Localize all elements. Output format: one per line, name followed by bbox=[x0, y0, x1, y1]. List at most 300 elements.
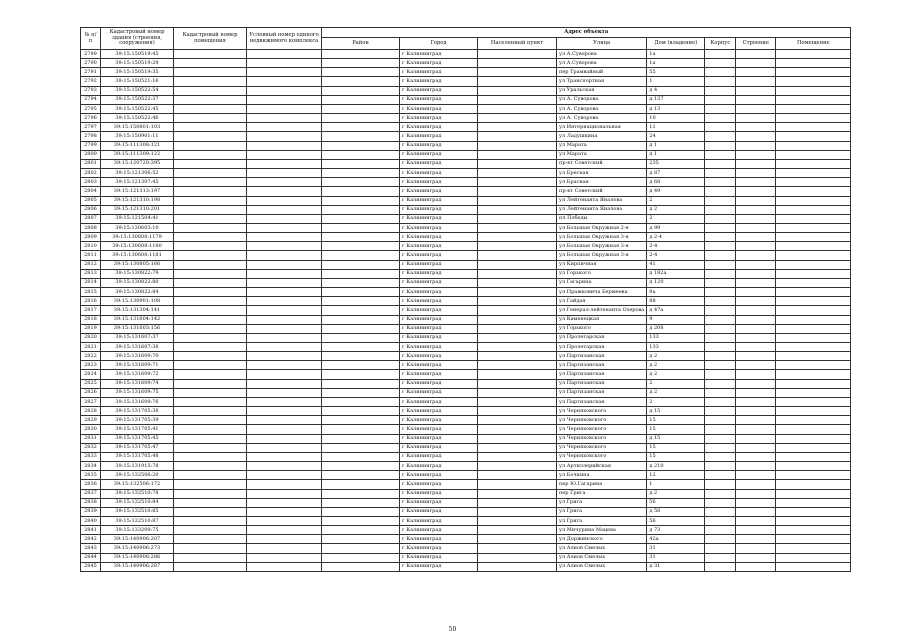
cell-street: ул Партизанская bbox=[557, 379, 647, 388]
cell-region bbox=[322, 333, 400, 342]
cell-region bbox=[322, 544, 400, 553]
cell-city: г Калининград bbox=[400, 114, 478, 123]
cell-block bbox=[705, 562, 736, 571]
cell-city: г Калининград bbox=[400, 333, 478, 342]
cell-cad-building: 39:15:150521:16 bbox=[101, 77, 174, 86]
cell-region bbox=[322, 315, 400, 324]
cell-street: ул Черняховского bbox=[557, 452, 647, 461]
header-locality: Населенный пункт bbox=[478, 38, 557, 50]
cell-street: ул Черняховского bbox=[557, 443, 647, 452]
cell-block bbox=[705, 370, 736, 379]
cell-house: 15 bbox=[647, 416, 705, 425]
cell-num: 2841 bbox=[81, 526, 101, 535]
cell-num: 2816 bbox=[81, 297, 101, 306]
cell-cond-complex bbox=[247, 498, 322, 507]
cell-locality bbox=[478, 562, 557, 571]
cell-structure bbox=[736, 260, 776, 269]
cell-block bbox=[705, 288, 736, 297]
cell-region bbox=[322, 95, 400, 104]
cell-num: 2789 bbox=[81, 50, 101, 59]
cell-city: г Калининград bbox=[400, 388, 478, 397]
cell-house: д 56 bbox=[647, 507, 705, 516]
cell-num: 2829 bbox=[81, 416, 101, 425]
cell-cad-room bbox=[174, 352, 247, 361]
table-row bbox=[81, 169, 851, 178]
cell-cond-complex bbox=[247, 516, 322, 525]
cell-city: г Калининград bbox=[400, 562, 478, 571]
cell-num: 2844 bbox=[81, 553, 101, 562]
cell-structure bbox=[736, 59, 776, 68]
header-house: Дом (владение) bbox=[647, 38, 705, 50]
header-room: Помещение bbox=[776, 38, 851, 50]
cell-cad-room bbox=[174, 104, 247, 113]
cell-cad-building: 39:15:131609:76 bbox=[101, 397, 174, 406]
cell-locality bbox=[478, 407, 557, 416]
cell-block bbox=[705, 416, 736, 425]
cell-street: ул Мичурина Мацева bbox=[557, 526, 647, 535]
cell-block bbox=[705, 388, 736, 397]
cell-cad-room bbox=[174, 452, 247, 461]
cell-cond-complex bbox=[247, 114, 322, 123]
cell-city: г Калининград bbox=[400, 288, 478, 297]
table-row bbox=[81, 388, 851, 397]
cell-house: д 2 bbox=[647, 370, 705, 379]
cell-cad-building: 39:15:133209:75 bbox=[101, 526, 174, 535]
cell-city: г Калининград bbox=[400, 434, 478, 443]
cell-room bbox=[776, 388, 851, 397]
cell-num: 2820 bbox=[81, 333, 101, 342]
cell-cond-complex bbox=[247, 434, 322, 443]
cell-cad-building: 39:15:131609:75 bbox=[101, 388, 174, 397]
cell-locality bbox=[478, 50, 557, 59]
cell-cond-complex bbox=[247, 242, 322, 251]
cell-house: д 137 bbox=[647, 95, 705, 104]
cell-block bbox=[705, 407, 736, 416]
cell-locality bbox=[478, 260, 557, 269]
cell-num: 2827 bbox=[81, 397, 101, 406]
cell-cad-building: 39:15:140906:207 bbox=[101, 535, 174, 544]
cell-locality bbox=[478, 443, 557, 452]
cell-room bbox=[776, 471, 851, 480]
cell-region bbox=[322, 498, 400, 507]
table-row bbox=[81, 397, 851, 406]
cell-cond-complex bbox=[247, 324, 322, 333]
cell-region bbox=[322, 516, 400, 525]
cell-cad-building: 39:15:140906:287 bbox=[101, 562, 174, 571]
cell-street: ул Большая Окружная 3-я bbox=[557, 233, 647, 242]
table-row bbox=[81, 471, 851, 480]
cell-num: 2795 bbox=[81, 104, 101, 113]
cell-room bbox=[776, 114, 851, 123]
cell-cond-complex bbox=[247, 553, 322, 562]
cell-street: ул Алиов Смелых bbox=[557, 553, 647, 562]
cell-cad-room bbox=[174, 242, 247, 251]
cell-cad-building: 39:15:111308:121 bbox=[101, 141, 174, 150]
cell-structure bbox=[736, 462, 776, 471]
cell-structure bbox=[736, 553, 776, 562]
cell-block bbox=[705, 68, 736, 77]
cell-cond-complex bbox=[247, 251, 322, 260]
cell-locality bbox=[478, 205, 557, 214]
cell-room bbox=[776, 416, 851, 425]
table-row bbox=[81, 114, 851, 123]
cell-cad-room bbox=[174, 95, 247, 104]
cell-room bbox=[776, 169, 851, 178]
cell-block bbox=[705, 169, 736, 178]
cell-street: ул Ладушкина bbox=[557, 132, 647, 141]
cell-cad-building: 39:15:121307:45 bbox=[101, 178, 174, 187]
table-row bbox=[81, 306, 851, 315]
cell-structure bbox=[736, 498, 776, 507]
cell-cad-room bbox=[174, 141, 247, 150]
cell-cad-building: 39:15:131705:38 bbox=[101, 407, 174, 416]
cell-house: 235 bbox=[647, 159, 705, 168]
cell-num: 2839 bbox=[81, 507, 101, 516]
cell-cad-room bbox=[174, 480, 247, 489]
cell-block bbox=[705, 205, 736, 214]
cell-region bbox=[322, 86, 400, 95]
cell-structure bbox=[736, 77, 776, 86]
table-row bbox=[81, 123, 851, 132]
cell-room bbox=[776, 214, 851, 223]
cell-region bbox=[322, 260, 400, 269]
cell-cad-building: 39:15:130822:80 bbox=[101, 278, 174, 287]
cell-cad-room bbox=[174, 416, 247, 425]
cell-cad-room bbox=[174, 233, 247, 242]
cell-street: пр-кт Советский bbox=[557, 187, 647, 196]
cell-cad-room bbox=[174, 379, 247, 388]
cell-city: г Калининград bbox=[400, 59, 478, 68]
cell-region bbox=[322, 553, 400, 562]
cell-house: д 15 bbox=[647, 407, 705, 416]
table-row bbox=[81, 370, 851, 379]
cell-house: 2-4 bbox=[647, 251, 705, 260]
cell-cad-room bbox=[174, 77, 247, 86]
cell-locality bbox=[478, 553, 557, 562]
cell-cad-building: 39:15:150522:45 bbox=[101, 104, 174, 113]
cell-city: г Калининград bbox=[400, 123, 478, 132]
cell-locality bbox=[478, 462, 557, 471]
cell-house: д 2 bbox=[647, 489, 705, 498]
cell-city: г Калининград bbox=[400, 370, 478, 379]
cell-locality bbox=[478, 159, 557, 168]
cell-city: г Калининград bbox=[400, 471, 478, 480]
cell-street: ул Черняховского bbox=[557, 425, 647, 434]
cell-num: 2825 bbox=[81, 379, 101, 388]
cell-block bbox=[705, 462, 736, 471]
cell-structure bbox=[736, 223, 776, 232]
cell-room bbox=[776, 187, 851, 196]
cell-region bbox=[322, 471, 400, 480]
cell-cond-complex bbox=[247, 214, 322, 223]
cell-cad-room bbox=[174, 169, 247, 178]
cell-structure bbox=[736, 425, 776, 434]
cell-locality bbox=[478, 370, 557, 379]
cell-cond-complex bbox=[247, 333, 322, 342]
cell-street: ул Партизанская bbox=[557, 361, 647, 370]
cell-locality bbox=[478, 324, 557, 333]
cell-room bbox=[776, 288, 851, 297]
cell-city: г Калининград bbox=[400, 452, 478, 461]
cell-cond-complex bbox=[247, 297, 322, 306]
cell-structure bbox=[736, 452, 776, 461]
cell-house: д 47а bbox=[647, 306, 705, 315]
cell-cond-complex bbox=[247, 407, 322, 416]
cell-house: д 1 bbox=[647, 150, 705, 159]
cell-cad-building: 39:15:121306:52 bbox=[101, 169, 174, 178]
header-num: № п/п bbox=[81, 28, 101, 50]
cell-region bbox=[322, 150, 400, 159]
cell-cad-room bbox=[174, 315, 247, 324]
cell-city: г Калининград bbox=[400, 443, 478, 452]
cell-city: г Калининград bbox=[400, 498, 478, 507]
cell-num: 2799 bbox=[81, 141, 101, 150]
table-row bbox=[81, 187, 851, 196]
cell-street: ул Черняховского bbox=[557, 416, 647, 425]
cell-region bbox=[322, 269, 400, 278]
cell-region bbox=[322, 425, 400, 434]
header-city: Город bbox=[400, 38, 478, 50]
cell-region bbox=[322, 159, 400, 168]
cell-block bbox=[705, 278, 736, 287]
table-row bbox=[81, 50, 851, 59]
cell-room bbox=[776, 480, 851, 489]
cell-house: 133 bbox=[647, 343, 705, 352]
cell-city: г Калининград bbox=[400, 242, 478, 251]
cell-region bbox=[322, 297, 400, 306]
cell-cond-complex bbox=[247, 544, 322, 553]
cell-locality bbox=[478, 471, 557, 480]
table-row bbox=[81, 507, 851, 516]
cell-cad-room bbox=[174, 544, 247, 553]
cell-region bbox=[322, 324, 400, 333]
cell-cond-complex bbox=[247, 269, 322, 278]
cell-city: г Калининград bbox=[400, 50, 478, 59]
cell-num: 2807 bbox=[81, 214, 101, 223]
cell-cond-complex bbox=[247, 205, 322, 214]
table-row bbox=[81, 68, 851, 77]
cell-room bbox=[776, 507, 851, 516]
cell-region bbox=[322, 187, 400, 196]
cell-structure bbox=[736, 95, 776, 104]
cell-city: г Калининград bbox=[400, 553, 478, 562]
cell-structure bbox=[736, 407, 776, 416]
cell-num: 2822 bbox=[81, 352, 101, 361]
table-row bbox=[81, 77, 851, 86]
cell-cad-building: 39:15:132510:78 bbox=[101, 489, 174, 498]
table-row bbox=[81, 516, 851, 525]
cell-region bbox=[322, 223, 400, 232]
cell-num: 2805 bbox=[81, 196, 101, 205]
cell-cad-room bbox=[174, 214, 247, 223]
cell-room bbox=[776, 260, 851, 269]
cell-cad-building: 39:15:131607:38 bbox=[101, 343, 174, 352]
cell-cad-building: 39:15:132506:20 bbox=[101, 471, 174, 480]
cell-street: ул Каменецкая bbox=[557, 315, 647, 324]
cell-cad-room bbox=[174, 269, 247, 278]
cell-region bbox=[322, 562, 400, 571]
cell-cad-building: 39:15:131304:141 bbox=[101, 306, 174, 315]
cell-structure bbox=[736, 205, 776, 214]
cell-num: 2828 bbox=[81, 407, 101, 416]
cell-room bbox=[776, 361, 851, 370]
cell-block bbox=[705, 315, 736, 324]
cell-region bbox=[322, 343, 400, 352]
cell-street: ул Грига bbox=[557, 507, 647, 516]
cell-locality bbox=[478, 77, 557, 86]
cell-num: 2823 bbox=[81, 361, 101, 370]
header-address: Адрес объекта bbox=[322, 28, 851, 38]
cell-house: д 31 bbox=[647, 562, 705, 571]
cell-cad-building: 39:15:130822:84 bbox=[101, 288, 174, 297]
cell-block bbox=[705, 242, 736, 251]
cell-num: 2836 bbox=[81, 480, 101, 489]
cell-room bbox=[776, 324, 851, 333]
cell-cad-room bbox=[174, 196, 247, 205]
cell-locality bbox=[478, 434, 557, 443]
table-row bbox=[81, 434, 851, 443]
cell-region bbox=[322, 77, 400, 86]
cell-locality bbox=[478, 315, 557, 324]
cell-num: 2817 bbox=[81, 306, 101, 315]
cell-region bbox=[322, 50, 400, 59]
cell-block bbox=[705, 434, 736, 443]
cell-cad-room bbox=[174, 535, 247, 544]
cell-block bbox=[705, 553, 736, 562]
table-row bbox=[81, 159, 851, 168]
cell-num: 2819 bbox=[81, 324, 101, 333]
cell-locality bbox=[478, 187, 557, 196]
cell-room bbox=[776, 397, 851, 406]
cell-city: г Калининград bbox=[400, 233, 478, 242]
cell-locality bbox=[478, 343, 557, 352]
cell-region bbox=[322, 169, 400, 178]
cell-structure bbox=[736, 379, 776, 388]
page-number: 50 bbox=[448, 626, 457, 633]
cell-city: г Калининград bbox=[400, 205, 478, 214]
cell-street: ул Марата bbox=[557, 141, 647, 150]
cell-cond-complex bbox=[247, 388, 322, 397]
cell-num: 2842 bbox=[81, 535, 101, 544]
cell-locality bbox=[478, 132, 557, 141]
table-row bbox=[81, 343, 851, 352]
cell-room bbox=[776, 223, 851, 232]
cell-cad-room bbox=[174, 178, 247, 187]
cell-city: г Калининград bbox=[400, 407, 478, 416]
cell-structure bbox=[736, 397, 776, 406]
cell-cad-building: 39:15:130608:1179 bbox=[101, 233, 174, 242]
cell-street: ул Горького bbox=[557, 269, 647, 278]
cell-locality bbox=[478, 68, 557, 77]
cell-structure bbox=[736, 416, 776, 425]
cell-structure bbox=[736, 132, 776, 141]
cell-block bbox=[705, 297, 736, 306]
cell-cond-complex bbox=[247, 223, 322, 232]
cell-block bbox=[705, 535, 736, 544]
cell-cad-building: 39:15:111309:122 bbox=[101, 150, 174, 159]
cell-city: г Калининград bbox=[400, 260, 478, 269]
cell-locality bbox=[478, 86, 557, 95]
cell-cond-complex bbox=[247, 443, 322, 452]
cell-cad-room bbox=[174, 516, 247, 525]
cell-locality bbox=[478, 388, 557, 397]
cell-room bbox=[776, 242, 851, 251]
cell-room bbox=[776, 178, 851, 187]
cell-block bbox=[705, 452, 736, 461]
cell-street: ул Генерал-лейтенанта Озерова bbox=[557, 306, 647, 315]
cell-house: д 1 bbox=[647, 141, 705, 150]
cell-num: 2835 bbox=[81, 471, 101, 480]
cell-city: г Калининград bbox=[400, 68, 478, 77]
cell-house: 41 bbox=[647, 260, 705, 269]
cell-region bbox=[322, 68, 400, 77]
cell-room bbox=[776, 233, 851, 242]
cell-cond-complex bbox=[247, 169, 322, 178]
table-row bbox=[81, 333, 851, 342]
cell-street: ул А.Суворова bbox=[557, 50, 647, 59]
cell-cond-complex bbox=[247, 50, 322, 59]
cell-cad-room bbox=[174, 462, 247, 471]
cell-cad-room bbox=[174, 306, 247, 315]
cell-room bbox=[776, 343, 851, 352]
cell-house: д 4 bbox=[647, 86, 705, 95]
cell-region bbox=[322, 233, 400, 242]
cell-room bbox=[776, 132, 851, 141]
cell-cad-building: 39:15:150519:45 bbox=[101, 50, 174, 59]
cell-num: 2811 bbox=[81, 251, 101, 260]
cell-region bbox=[322, 489, 400, 498]
registry-table bbox=[80, 27, 851, 572]
cell-cad-building: 39:15:130901:108 bbox=[101, 297, 174, 306]
cell-region bbox=[322, 443, 400, 452]
cell-cond-complex bbox=[247, 425, 322, 434]
cell-cad-room bbox=[174, 443, 247, 452]
cell-block bbox=[705, 196, 736, 205]
cell-house: д 210 bbox=[647, 462, 705, 471]
cell-num: 2801 bbox=[81, 159, 101, 168]
table-row bbox=[81, 452, 851, 461]
cell-city: г Калининград bbox=[400, 77, 478, 86]
cell-house: 2-4 bbox=[647, 242, 705, 251]
cell-region bbox=[322, 242, 400, 251]
header-region: Район bbox=[322, 38, 400, 50]
cell-room bbox=[776, 297, 851, 306]
cell-house: 2 bbox=[647, 379, 705, 388]
cell-block bbox=[705, 77, 736, 86]
cell-structure bbox=[736, 516, 776, 525]
cell-cad-building: 39:15:130608:1181 bbox=[101, 251, 174, 260]
table-row bbox=[81, 562, 851, 571]
cell-region bbox=[322, 59, 400, 68]
cell-house: д 182а bbox=[647, 269, 705, 278]
cell-cad-building: 39:15:131609:72 bbox=[101, 370, 174, 379]
cell-cad-room bbox=[174, 388, 247, 397]
cell-cad-room bbox=[174, 50, 247, 59]
cell-room bbox=[776, 379, 851, 388]
cell-street: ул А. Суворова bbox=[557, 114, 647, 123]
cell-num: 2824 bbox=[81, 370, 101, 379]
cell-house: д 120 bbox=[647, 278, 705, 287]
cell-cad-room bbox=[174, 425, 247, 434]
cell-region bbox=[322, 104, 400, 113]
cell-region bbox=[322, 361, 400, 370]
cell-street: ул Гайдая bbox=[557, 297, 647, 306]
cell-room bbox=[776, 489, 851, 498]
cell-street: ул Доржинского bbox=[557, 535, 647, 544]
cell-room bbox=[776, 278, 851, 287]
cell-cad-room bbox=[174, 132, 247, 141]
cell-block bbox=[705, 333, 736, 342]
